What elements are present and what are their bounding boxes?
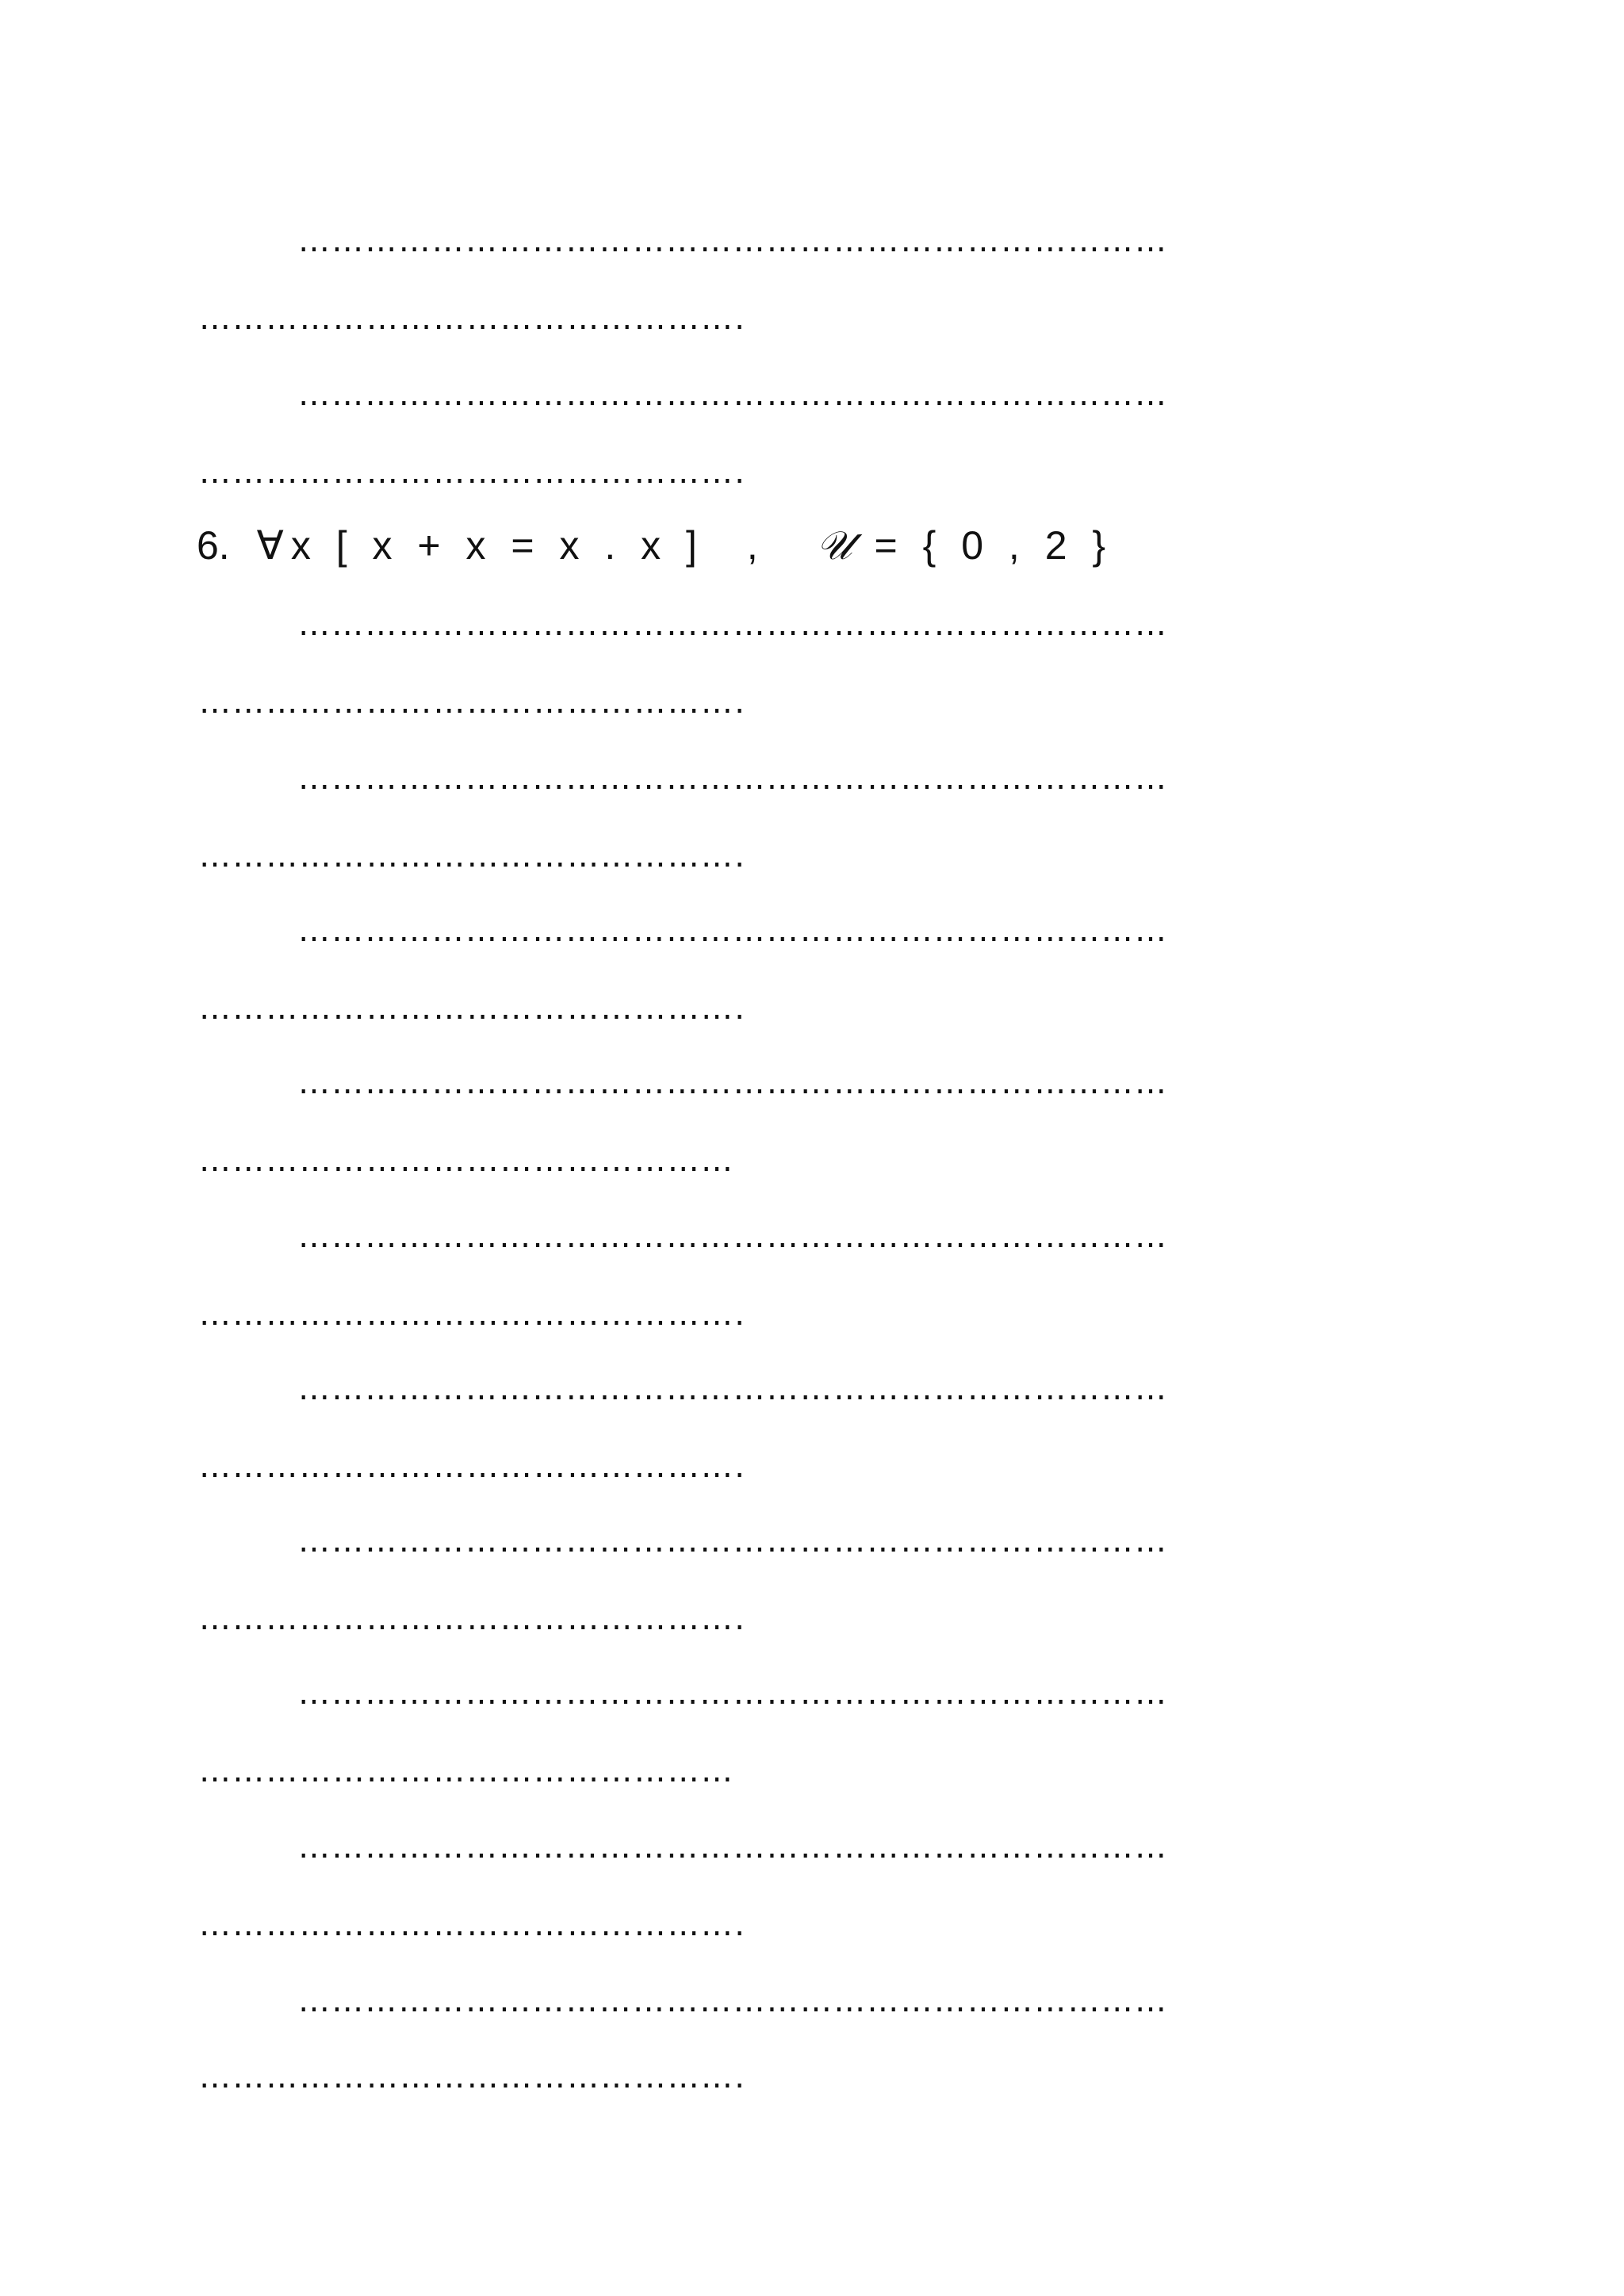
answer-line-short: …………………………………………. <box>199 1296 747 1333</box>
universe-symbol: 𝒰 <box>816 522 852 568</box>
answer-line-long: …………………………………………………………………… <box>298 607 1169 643</box>
answer-line-short: ………………………………………… <box>199 1142 735 1179</box>
answer-line-short: …………………………………………. <box>199 684 747 721</box>
answer-line-long: …………………………………………………………………… <box>298 1065 1169 1101</box>
answer-line-long: …………………………………………………………………… <box>298 1219 1169 1255</box>
question-formula: ∀x [ x + x = x . x ] <box>256 523 704 568</box>
answer-line-long: …………………………………………………………………… <box>298 760 1169 797</box>
answer-line-short: …………………………………………. <box>199 1601 747 1637</box>
answer-line-short: …………………………………………. <box>199 1907 747 1943</box>
answer-line-long: …………………………………………………………………… <box>298 913 1169 949</box>
answer-line-short: …………………………………………. <box>199 838 747 874</box>
answer-line-long: …………………………………………………………………… <box>298 1523 1169 1559</box>
universe-set: = { 0 , 2 } <box>874 523 1113 568</box>
answer-line-short: …………………………………………. <box>199 2059 747 2095</box>
answer-line-long: …………………………………………………………………… <box>298 223 1169 259</box>
answer-line-long: …………………………………………………………………… <box>298 377 1169 413</box>
answer-line-short: …………………………………………. <box>199 990 747 1027</box>
question-separator: , <box>746 523 758 568</box>
answer-line-short: …………………………………………. <box>199 1448 747 1485</box>
answer-line-long: …………………………………………………………………… <box>298 1675 1169 1712</box>
question-number: 6. <box>197 523 230 568</box>
answer-line-long: …………………………………………………………………… <box>298 1983 1169 2019</box>
answer-line-long: …………………………………………………………………… <box>298 1829 1169 1866</box>
question-6 <box>197 514 1113 577</box>
answer-line-short: …………………………………………. <box>199 300 747 337</box>
answer-line-short: …………………………………………. <box>199 454 747 491</box>
answer-line-long: …………………………………………………………………… <box>298 1371 1169 1407</box>
answer-line-short: ………………………………………… <box>199 1753 735 1789</box>
